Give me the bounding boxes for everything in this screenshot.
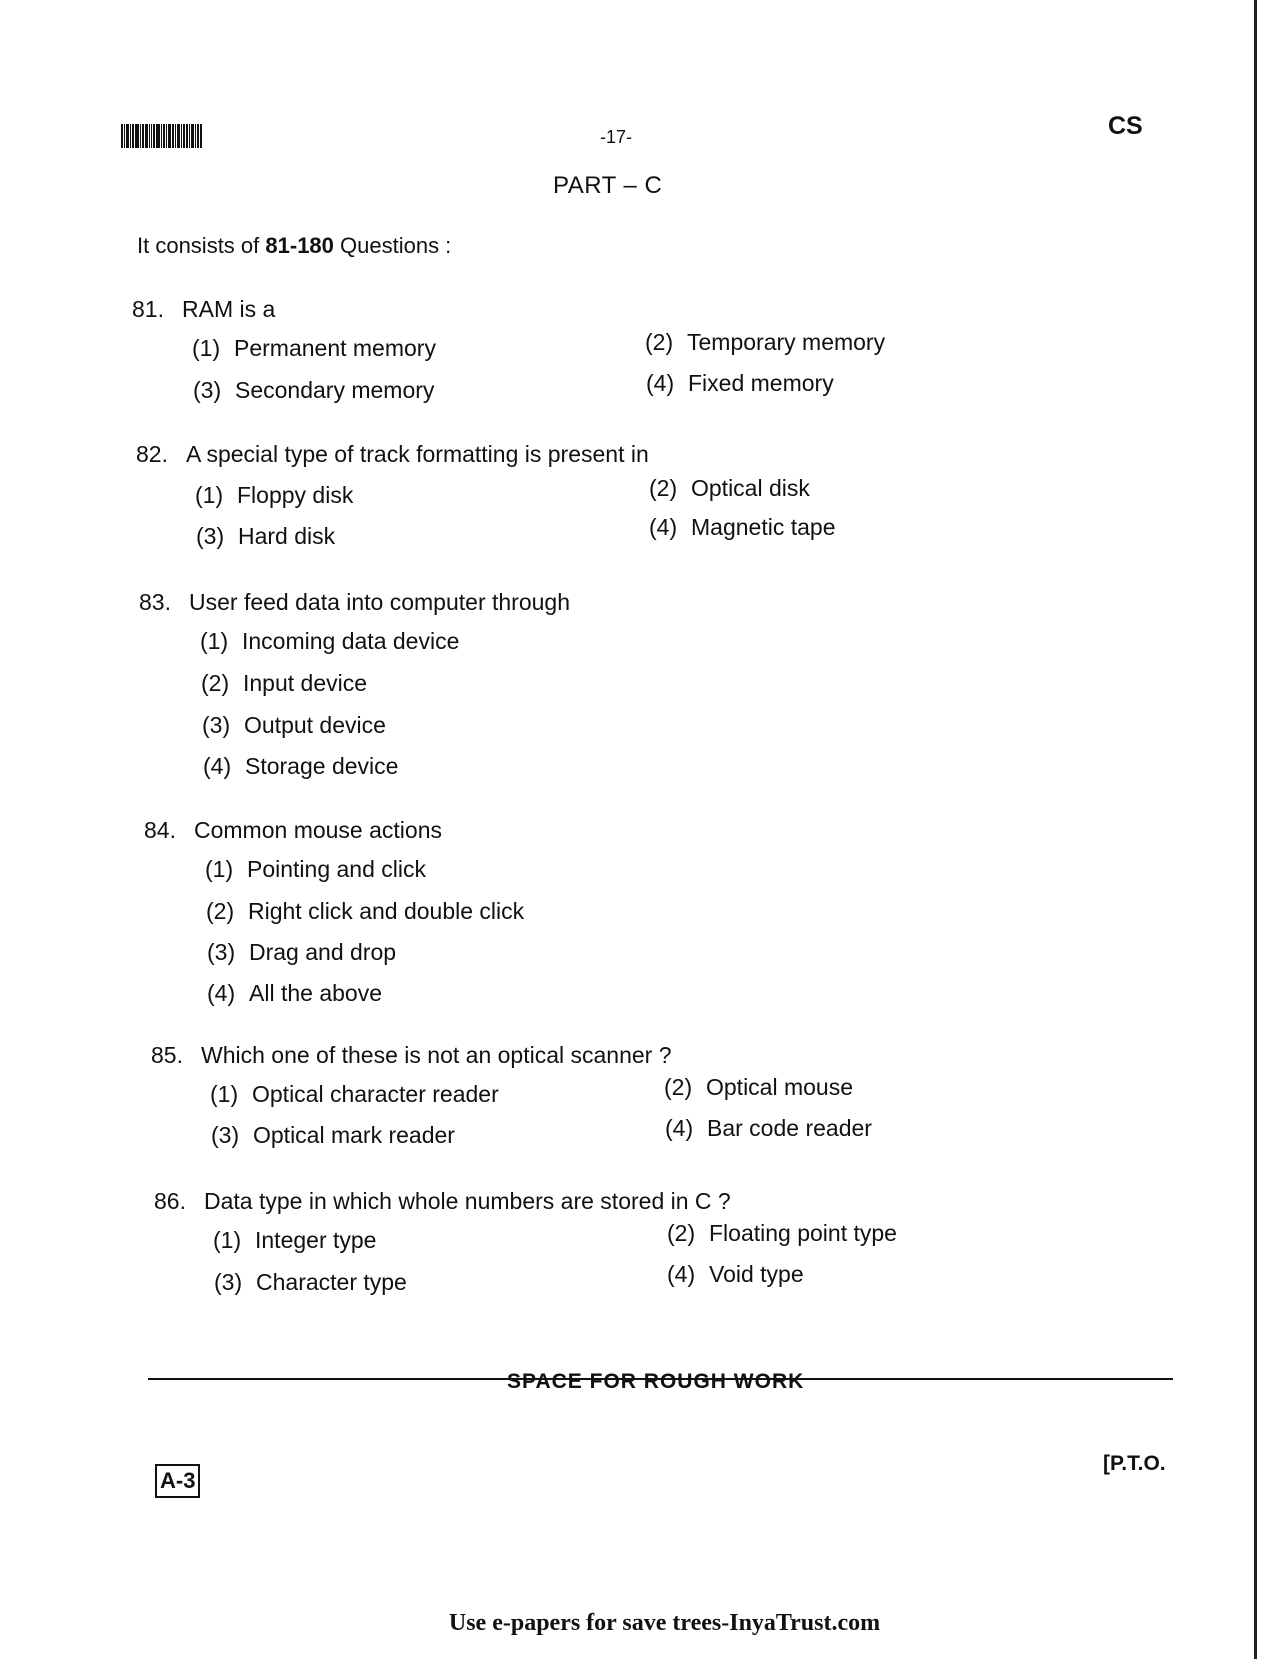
option-3: (3) Character type <box>214 1269 407 1295</box>
option-1: (1) Pointing and click <box>205 856 426 882</box>
question-81 <box>132 296 886 403</box>
option-1: (1) Incoming data device <box>200 628 460 654</box>
rough-work-label: SPACE FOR ROUGH WORK <box>507 1370 805 1393</box>
option-2: (2) Input device <box>201 670 368 696</box>
page-edge <box>1254 0 1257 1659</box>
option-3: (3) Output device <box>202 712 386 738</box>
question-number: 85. <box>151 1042 183 1068</box>
question-stem: Data type in which whole numbers are stored in C ? <box>204 1188 731 1214</box>
question-stem: RAM is a <box>182 296 276 322</box>
subject-code: CS <box>1108 112 1143 140</box>
option-4: (4) Void type <box>667 1261 804 1287</box>
question-number: 86. <box>154 1188 186 1214</box>
option-1: (1) Floppy disk <box>195 482 354 508</box>
intro-prefix: It consists of <box>137 233 266 258</box>
set-code: A-3 <box>155 1464 200 1498</box>
question-number: 83. <box>139 589 171 615</box>
pto-label: [P.T.O. <box>1103 1452 1166 1475</box>
option-2: (2) Temporary memory <box>645 329 886 355</box>
option-3: (3) Drag and drop <box>207 939 397 965</box>
question-82 <box>136 441 836 549</box>
option-1: (1) Optical character reader <box>210 1081 499 1107</box>
question-stem: A special type of track formatting is present in <box>186 441 649 467</box>
part-title: PART – C <box>553 172 663 199</box>
question-84 <box>144 817 525 1006</box>
question-85 <box>151 1042 872 1148</box>
intro-range: 81-180 <box>265 233 334 258</box>
question-stem: Which one of these is not an optical scanner ? <box>201 1042 672 1068</box>
option-1: (1) Permanent memory <box>192 335 436 361</box>
option-3: (3) Secondary memory <box>193 377 435 403</box>
option-2: (2) Right click and double click <box>206 898 525 924</box>
option-4: (4) Bar code reader <box>665 1115 872 1141</box>
intro-line <box>137 233 451 259</box>
page-number: -17- <box>600 127 633 147</box>
option-4: (4) All the above <box>207 980 382 1006</box>
question-86 <box>154 1188 897 1295</box>
question-number: 81. <box>132 296 164 322</box>
option-4: (4) Fixed memory <box>646 370 834 396</box>
barcode <box>121 124 217 148</box>
intro-suffix: Questions : <box>333 233 452 258</box>
option-2: (2) Floating point type <box>667 1220 897 1246</box>
question-number: 82. <box>136 441 168 467</box>
option-3: (3) Optical mark reader <box>211 1122 455 1148</box>
question-stem: Common mouse actions <box>194 817 442 843</box>
question-number: 84. <box>144 817 176 843</box>
footer-watermark: Use e-papers for save trees-InyaTrust.com <box>448 1610 881 1636</box>
option-3: (3) Hard disk <box>196 523 336 549</box>
option-2: (2) Optical mouse <box>664 1074 854 1100</box>
question-stem: User feed data into computer through <box>189 589 571 615</box>
option-1: (1) Integer type <box>213 1227 377 1253</box>
option-4: (4) Magnetic tape <box>649 514 836 540</box>
option-2: (2) Optical disk <box>649 475 810 501</box>
option-4: (4) Storage device <box>203 753 399 779</box>
question-83 <box>139 589 571 779</box>
